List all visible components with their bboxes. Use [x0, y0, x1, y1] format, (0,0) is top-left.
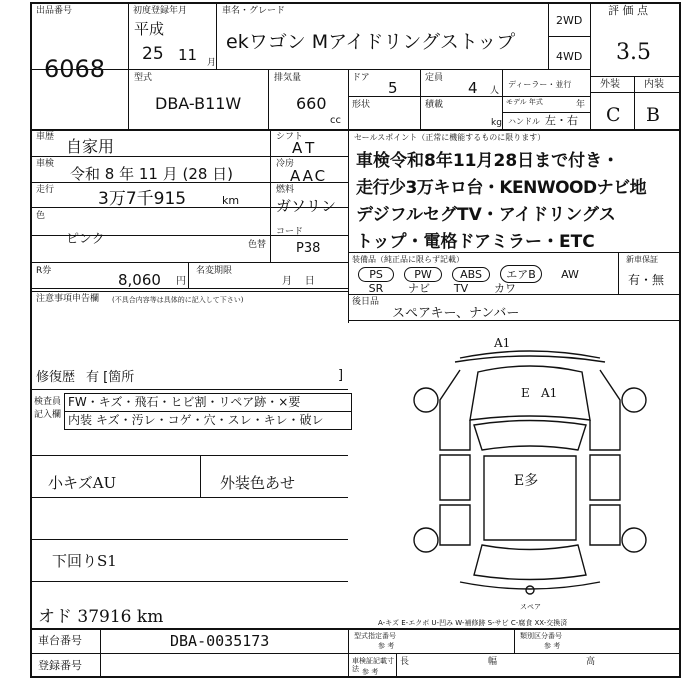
grade-value: 3.5 — [616, 40, 651, 65]
capacity-label: 定員 — [425, 73, 444, 83]
color-value: ピンク — [66, 232, 105, 247]
doors-value: 5 — [388, 79, 398, 97]
mileage-label: 走行 — [36, 185, 55, 195]
equip-navi: ナビ — [408, 282, 430, 295]
spare-label: スペア — [520, 603, 541, 611]
deadline-unit: 月 日 — [282, 276, 315, 287]
shift-label: シフト — [276, 132, 304, 142]
new-car-label: 新車保証 — [626, 255, 658, 264]
drive-4wd: 4WD — [556, 50, 583, 63]
mark-a1-hood: A1 — [541, 386, 558, 400]
equip-leather: カワ — [494, 282, 516, 295]
category-ref: 参 考 — [544, 642, 561, 650]
sales-line: 走行少3万キロ台・KENWOODナビ地 — [356, 178, 647, 198]
drive-2wd: 2WD — [556, 14, 583, 27]
equip-tv: TV — [453, 282, 469, 295]
inspector-line-1: FW・キズ・飛石・ヒビ割・リペア跡・×要 — [68, 395, 301, 409]
mileage-unit: km — [222, 194, 240, 207]
model-year-unit: 年 — [576, 100, 586, 110]
first-reg-era: 平成 — [134, 20, 165, 38]
exterior-label: 外装 — [600, 79, 620, 90]
history-label: 車歴 — [36, 132, 55, 142]
damage-legend: A-キズ E-エクボ U-凹み W-補修跡 S-サビ C-腐食 XX-交換済 — [378, 619, 568, 627]
sales-lines — [356, 148, 678, 256]
category-label: 類別区分番号 — [520, 632, 562, 640]
inspection-value: 令和 8 年 11 月 (28 日) — [70, 165, 234, 183]
chassis-value: DBA-0035173 — [170, 632, 270, 650]
inspector-label-2: 記入欄 — [34, 410, 62, 420]
equipment-label: 装備品（純正品に限らず記載） — [352, 255, 464, 264]
equip-ps: PS — [358, 267, 394, 282]
sales-line: デジフルセグTV・アイドリングス — [356, 205, 616, 225]
equip-pw: PW — [404, 267, 442, 282]
reg-label: 登録番号 — [38, 659, 82, 672]
handle-label: ハンドル — [508, 117, 540, 126]
color-code-value: P38 — [296, 241, 321, 256]
recycle-value: 8,060 — [118, 271, 161, 289]
mark-e-roof: E多 — [514, 473, 539, 489]
doors-label: ドア — [352, 73, 370, 83]
shift-value: AT — [292, 139, 319, 157]
history-value: 自家用 — [66, 137, 115, 156]
equip-aw: AW — [561, 268, 579, 281]
color-change-label: 色替 — [248, 240, 267, 250]
new-car-value: 有・無 — [628, 273, 665, 287]
height-label: 高 — [586, 657, 596, 667]
color-label: 色 — [36, 211, 46, 221]
designation-label: 型式指定番号 — [354, 632, 396, 640]
mark-e-hood: E — [521, 386, 530, 400]
length-label: 長 — [400, 657, 410, 667]
dims-label: 車検証記載寸法 — [352, 657, 394, 673]
sales-line: トップ・電格ドアミラー・ETC — [356, 232, 595, 252]
inspector-label-1: 検査員 — [34, 397, 62, 407]
color-code-label: コード — [276, 227, 304, 237]
type-value: DBA-B11W — [155, 94, 242, 113]
extras-label: 後日品 — [352, 297, 380, 307]
ac-value: AAC — [290, 167, 328, 185]
sales-label: セールスポイント（正常に機能するものに限ります） — [354, 133, 546, 142]
interior-grade: B — [646, 104, 660, 126]
notes-label: 注意事項申告欄 — [36, 294, 100, 304]
dealer-label: ディーラー・並行 — [508, 80, 572, 89]
designation-ref: 参 考 — [378, 642, 395, 650]
first-reg-month: 11 — [178, 46, 198, 64]
model-label: 車名・グレード — [222, 6, 286, 16]
equip-sr: SR — [368, 282, 384, 295]
first-reg-label: 初度登録年月 — [133, 6, 188, 16]
recycle-unit: 円 — [176, 276, 186, 287]
lot-label: 出品番号 — [36, 6, 73, 16]
equip-abs: ABS — [452, 267, 490, 282]
cargo-unit: kg — [491, 118, 502, 128]
fuel-value: ガソリン — [276, 197, 337, 215]
displacement-value: 660 — [296, 94, 327, 113]
exterior-grade: C — [606, 104, 621, 126]
width-label: 幅 — [488, 657, 498, 667]
handwritten-note-3: 下回りS1 — [52, 552, 117, 570]
mark-a1-front: A1 — [494, 336, 511, 350]
handwritten-odometer: オド 37916 km — [38, 607, 164, 627]
month-unit: 月 — [207, 58, 217, 68]
dims-ref: 参 考 — [362, 668, 379, 676]
interior-label: 内装 — [644, 79, 664, 90]
ac-label: 冷房 — [276, 159, 295, 169]
type-label: 型式 — [134, 73, 153, 83]
model-year-label: モデル 年式 — [506, 98, 543, 106]
first-reg-year: 25 — [142, 44, 164, 64]
cargo-label: 積載 — [425, 100, 444, 110]
inspection-label: 車検 — [36, 159, 55, 169]
notes-sublabel: (不具合内容等は具体的に記入して下さい) — [112, 296, 244, 304]
bracket-close: ] — [338, 368, 344, 383]
grade-label: 評 価 点 — [608, 4, 648, 17]
extras-value: スペアキー、ナンバー — [392, 306, 520, 321]
repair-value: 有 [箇所 — [86, 370, 135, 385]
handle-value: 左・右 — [545, 114, 578, 127]
sales-line: 車検令和8年11月28日まで付き・ — [356, 151, 620, 171]
recycle-label: R券 — [36, 266, 52, 276]
equipment-row-2 — [362, 280, 520, 296]
handwritten-note-1: 小キズAU — [48, 474, 117, 492]
model-name: ekワゴン Mアイドリングストップ — [226, 31, 516, 53]
lot-number: 6068 — [44, 55, 106, 83]
fuel-label: 燃料 — [276, 185, 295, 195]
inspector-line-2: 内装 キズ・汚レ・コゲ・穴・スレ・キレ・破レ — [68, 413, 324, 427]
handwritten-note-2: 外装色あせ — [220, 474, 296, 492]
displacement-label: 排気量 — [274, 73, 302, 83]
chassis-label: 車台番号 — [38, 634, 82, 647]
equip-airbag: エアB — [500, 265, 542, 283]
capacity-unit: 人 — [490, 86, 500, 96]
shape-label: 形状 — [352, 100, 371, 110]
repair-label: 修復歴 — [36, 370, 76, 385]
capacity-value: 4 — [468, 79, 478, 97]
mileage-value: 3万7千915 — [98, 189, 187, 209]
deadline-label: 名変期限 — [196, 266, 233, 276]
displacement-unit: cc — [330, 115, 341, 126]
